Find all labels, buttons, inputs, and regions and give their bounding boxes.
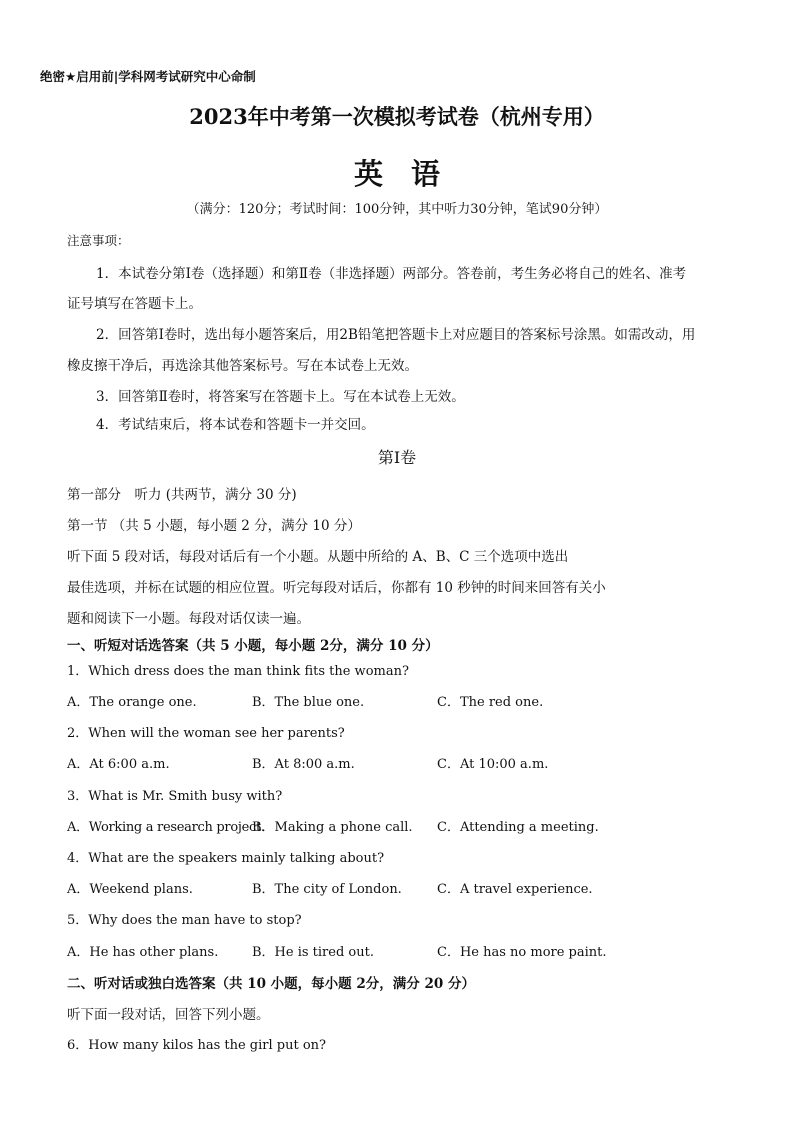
instructions-line-1: 听下面 5 段对话，每段对话后有一个小题。从题中所给的 A、B、C 三个选项中选出 [67, 549, 569, 565]
q5-option-c: C．He has no more paint. [437, 945, 607, 960]
question-6: 6．How many kilos has the girl put on? [67, 1038, 326, 1053]
sub-heading-short-dialogues: 一、听短对话选答案（共 5 小题，每小题 2分，满分 10 分） [67, 638, 439, 654]
note-3: 3．回答第Ⅱ卷时，将答案写在答题卡上。写在本试卷上无效。 [96, 389, 465, 405]
q1-option-c: C．The red one. [437, 695, 544, 710]
question-1: 1．Which dress does the man think fits the woman? [67, 664, 409, 679]
question-2: 2．When will the woman see her parents? [67, 726, 345, 741]
question-4: 4．What are the speakers mainly talking about? [67, 851, 385, 866]
q3-option-c: C．Attending a meeting. [437, 820, 599, 835]
q1-option-b: B．The blue one. [252, 695, 365, 710]
subject-title: 英语 [353, 157, 468, 191]
note-1-line-1: 1．本试卷分第Ⅰ卷（选择题）和第Ⅱ卷（非选择题）两部分。答卷前，考生务必将自己的姓名、准考 [96, 266, 687, 282]
section1-heading: 第一节 （共 5 小题，每小题 2 分，满分 10 分） [67, 518, 361, 534]
note-1-line-2: 证号填写在答题卡上。 [67, 296, 202, 312]
instructions-q6: 听下面一段对话，回答下列小题。 [67, 1007, 270, 1023]
q5-option-a: A．He has other plans. [67, 945, 219, 960]
part1-heading: 第一部分 听力 (共两节，满分 30 分) [67, 487, 297, 503]
q4-option-b: B．The city of London. [252, 882, 402, 897]
volume-title: 第I卷 [377, 448, 417, 467]
instructions-line-3: 题和阅读下一小题。每段对话仅读一遍。 [67, 611, 310, 627]
question-3: 3．What is Mr. Smith busy with? [67, 789, 283, 804]
notes-heading: 注意事项： [67, 233, 130, 248]
instructions-line-2: 最佳选项，并标在试题的相应位置。听完每段对话后，你都有 10 秒钟的时间来回答有关小 [67, 580, 606, 596]
note-4: 4．考试结束后，将本试卷和答题卡一并交回。 [96, 417, 375, 433]
q2-option-c: C．At 10:00 a.m. [437, 757, 549, 772]
q3-option-a: A．Working a research project. [67, 820, 265, 835]
q4-option-c: C．A travel experience. [437, 882, 593, 897]
q2-option-b: B．At 8:00 a.m. [252, 757, 355, 772]
q1-option-a: A．The orange one. [67, 695, 197, 710]
q5-option-b: B．He is tired out. [252, 945, 374, 960]
confidential-line: 绝密★启用前|学科网考试研究中心命制 [40, 69, 256, 84]
note-2-line-2: 橡皮擦干净后，再选涂其他答案标号。写在本试卷上无效。 [67, 358, 418, 374]
exam-title: 2023年中考第一次模拟考试卷（杭州专用） [189, 104, 605, 129]
question-5: 5．Why does the man have to stop? [67, 913, 302, 928]
q3-option-b: B．Making a phone call. [252, 820, 413, 835]
q4-option-a: A．Weekend plans. [67, 882, 193, 897]
exam-info: （满分：120分；考试时间：100分钟，其中听力30分钟，笔试90分钟） [186, 202, 608, 217]
q2-option-a: A．At 6:00 a.m. [67, 757, 170, 772]
note-2-line-1: 2．回答第Ⅰ卷时，选出每小题答案后，用2B铅笔把答题卡上对应题目的答案标号涂黑。如需改动，用 [96, 327, 696, 343]
sub-heading-long-dialogues: 二、听对话或独白选答案（共 10 小题，每小题 2分，满分 20 分） [67, 976, 475, 992]
